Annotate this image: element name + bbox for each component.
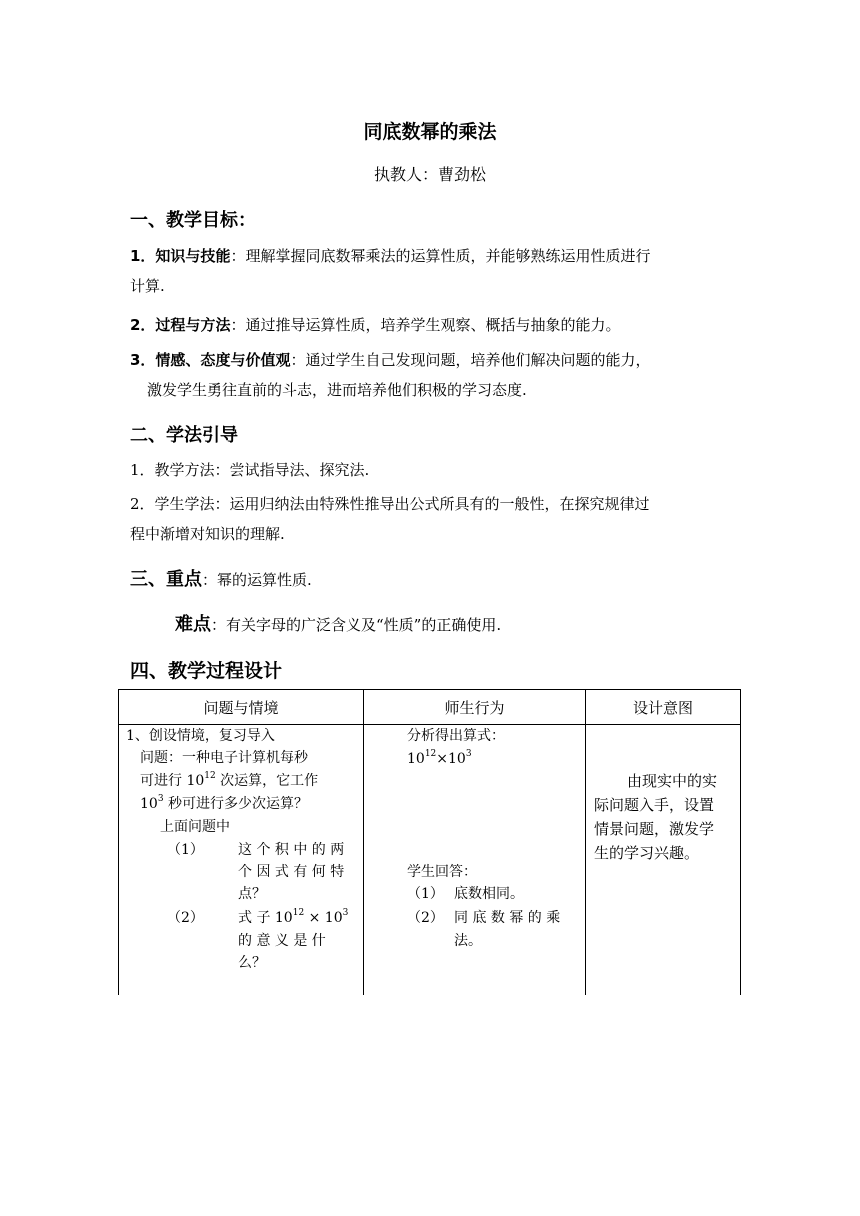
item-3-text-b: 激发学生勇往直前的斗志，进而培养他们积极的学习态度. [147,381,527,399]
section-3-heading [130,565,312,591]
item-3-text-a: ：通过学生自己发现问题，培养他们解决问题的能力， [290,351,651,369]
col1-q1-c: 点？ [238,886,266,902]
item-1-text-a: ：理解掌握同底数幂乘法的运算性质，并能够熟练运用性质进行 [230,247,651,265]
col3-line-3: 情景问题，激发学 [594,820,715,838]
col2-formula: $10^{12}\times 10^3$ [407,749,472,767]
col2-a2-a: 同 底 数 幂 的 乘 [454,910,561,926]
col1-q1-a: 这 个 积 中 的 两 [238,842,345,858]
col1-line-4: $10^3$ 秒可进行多少次运算？ [140,794,309,812]
col2-line-3: 学生回答： [407,864,477,880]
col1-q2-c: 么？ [238,955,266,971]
section-1-heading: 一、教学目标： [130,210,256,231]
section-1-item-2 [130,310,730,340]
item-1-text-b: 计算. [130,277,165,295]
table-header-actions: 师生行为 [444,699,505,717]
difficulty-text: ：有关字母的广泛含义及“性质”的正确使用. [211,616,502,634]
section-2-heading: 二、学法引导 [130,425,238,446]
col1-line-5: 上面问题中 [160,819,230,835]
section-4-heading: 四、教学过程设计 [130,660,283,682]
col1-q2-number: （2） [167,910,204,926]
section-1-item-3 [130,345,730,405]
col3-line-2: 际问题入手，设置 [594,796,715,814]
col1-line-2: 问题：一种电子计算机每秒 [140,750,308,766]
document-title: 同底数幂的乘法 [363,121,497,143]
item-3-label: 3．情感、态度与价值观 [130,351,291,369]
col1-q2-a: 式 子 $10^{12} \times 10^3$ [238,908,349,926]
col1-q1-number: （1） [167,842,204,858]
section-2-item-2-b: 程中渐增对知识的理解. [130,525,285,543]
col1-line-1: 1、创设情境，复习导入 [126,728,275,744]
col2-a1-number: （1） [407,886,444,902]
col1-q1-b: 个 因 式 有 何 特 [238,864,345,880]
key-point-text: ：幂的运算性质. [202,571,312,589]
key-point-label: 三、重点 [130,569,202,590]
col2-a2-b: 法。 [454,933,482,949]
section-1-item-1 [130,241,730,301]
section-2-item-2-a: 2．学生学法：运用归纳法由特殊性推导出公式所具有的一般性，在探究规律过 [130,495,650,513]
col3-line-1: 由现实中的实 [627,772,718,790]
col2-a1: 底数相同。 [454,886,524,902]
table-header-situation: 问题与情境 [203,699,279,717]
item-2-text: ：通过推导运算性质，培养学生观察、概括与抽象的能力。 [230,316,621,334]
section-2-item-1: 1．教学方法：尝试指导法、探究法. [130,461,370,479]
difficulty-line [175,610,501,636]
col3-line-4: 生的学习兴趣。 [594,844,700,862]
section-2-item-2 [130,489,730,549]
col2-a2-number: （2） [407,910,444,926]
col1-line-3: 可进行 $10^{12}$ 次运算，它工作 [140,771,319,789]
table-header-intent: 设计意图 [632,699,693,717]
col1-q2-b: 的 意 义 是 什 [238,933,326,949]
difficulty-label: 难点 [175,614,211,635]
teacher-name: 执教人：曹劲松 [373,165,486,184]
col2-line-1: 分析得出算式： [407,728,505,744]
item-1-label: 1．知识与技能 [130,247,231,265]
item-2-label: 2．过程与方法 [130,316,231,334]
